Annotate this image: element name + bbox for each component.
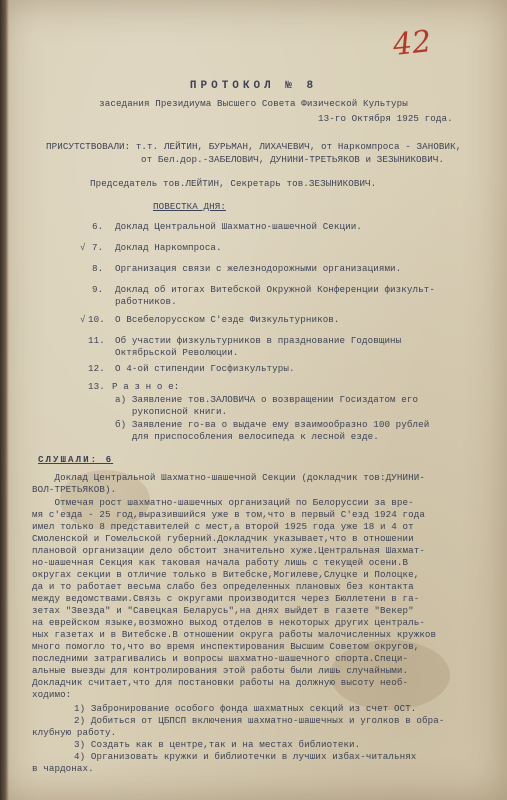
agenda-item-text: Доклад Центральной Шахматно-шашечной Секции.	[115, 221, 362, 232]
body-line: ВОЛ-ТРЕТЬЯКОВ).	[32, 484, 117, 495]
body-line: да и то работает весьма слабо без определенных плановых без контакта	[32, 581, 414, 592]
agenda-title: ПОВЕСТКА ДНЯ:	[153, 201, 226, 212]
agenda-item-text: Организация связи с железнодорожными организациями.	[115, 263, 402, 274]
body-line: зетах "Звезда" и "Савецкая Беларусь",на днях выйдет в газете "Векер"	[32, 605, 414, 616]
page-binding	[0, 0, 9, 800]
agenda-item-number: 6.	[92, 221, 104, 232]
misc-item: б) Заявление го-ва о выдаче ему взаимообразно 100 рублей	[115, 419, 430, 430]
attendees-line-1: ПРИСУТСТВОВАЛИ: т.т. ЛЕЙТИН, БУРЬМАН, ЛИХАЧЕВИЧ, от Наркомпроса - ЗАНОВИК,	[46, 141, 462, 152]
body-line: ходимо:	[32, 689, 72, 700]
needs-item: 2) Добиться от ЦБПСП включения шахматно-шашечных и уголков в обра-	[74, 715, 445, 726]
body-line: мя с'езда - 25 год,выразившийся уже в том,что в первый С'езд 1924 года	[32, 509, 425, 520]
body-line: Доклад Центральной Шахматно-шашечной Секции (докладчик тов:ДУНИНИ-	[32, 472, 425, 483]
check-mark: √	[80, 314, 86, 325]
needs-item: в чардонах.	[32, 763, 94, 774]
body-line: Отмечая рост шахматно-шашечных организаций по Белоруссии за вре-	[32, 497, 414, 508]
misc-item: рукописной книги.	[115, 406, 228, 417]
body-line: между ведомствами.Связь с округами производится через Бюллетени в га-	[32, 593, 420, 604]
needs-item: 3) Создать как в центре,так и на местах библиотеки.	[74, 739, 361, 750]
body-line: плановой организации дело обстоит значительно хуже.Центральная Шахмат-	[32, 545, 425, 556]
body-line: имел только 8 представителей с мест,а второй 1925 года уже 18 и 4 от	[32, 521, 414, 532]
needs-item: клубную работу.	[32, 727, 117, 738]
agenda-item-text: работников.	[115, 296, 177, 307]
document-title: ПРОТОКОЛ № 8	[189, 80, 318, 92]
needs-item: 4) Организовать кружки и библиотечки в лучших избах-читальнях	[74, 751, 417, 762]
agenda-item-number: 9.	[92, 284, 104, 295]
folio-number: 42	[391, 24, 433, 63]
agenda-item-number: 10.	[88, 314, 105, 325]
agenda-item-text: Октябрьской Революции.	[115, 347, 239, 358]
misc-number: 13.	[88, 381, 105, 392]
agenda-item-text: Доклад Наркомпроса.	[115, 242, 222, 253]
chair-secretary: Председатель тов.ЛЕЙТИН, Секретарь тов.ЗЕЗЫНИКОВИЧ.	[90, 178, 377, 189]
body-line: округах секции в отличие только в Витебске,Могилеве,Слуцке и Полоцке,	[32, 569, 420, 580]
body-line: Докладчик считает,что для постановки работы на должную высоту необ-	[32, 677, 409, 688]
agenda-item-number: 7.	[92, 242, 104, 253]
check-mark: √	[80, 242, 86, 253]
body-line: последними затрагивались и вопросы шахматно-шашечного спорта.Специ-	[32, 653, 409, 664]
agenda-item-text: О 4-ой стипендии Госфизкультуры.	[115, 363, 295, 374]
body-line: много помогло то,что во время инспектирования Высшим Советом округов,	[32, 641, 420, 652]
misc-item: а) Заявление тов.ЗАЛОВИЧА о возвращении Госиздатом его	[115, 394, 419, 405]
body-line: но-шашечная Секция как таковая начала работу лишь с текущей осени.В	[32, 557, 409, 568]
needs-item: 1) Забронирование особого фонда шахматных секций из счет ОСТ.	[74, 703, 417, 714]
body-line: Смоленской и Гомельской губерний.Докладчик указывает,что в отношении	[32, 533, 414, 544]
agenda-item-text: Об участии физкультурников в празднование Годовщины	[115, 335, 402, 346]
header-date: 13-го Октября 1925 года.	[318, 113, 453, 124]
body-line: ных газетах и в Витебске.В отношении округа работы малочисленных кружков	[32, 629, 437, 640]
misc-title: Р а з н о е:	[112, 381, 180, 392]
body-line: на еврейском языке,возможно выход отделов в некоторых других централь-	[32, 617, 425, 628]
header-line-1: заседания Президиума Высшего Совета Физической Культуры	[99, 98, 408, 109]
misc-item: для приспособления велосипеда к лесной езде.	[115, 431, 379, 442]
agenda-item-text: О Всебелорусском С'езде Физкультурников.	[115, 314, 340, 325]
body-line: альные выезды для контролирования этой работы были лишь случайными.	[32, 665, 409, 676]
agenda-item-number: 11.	[88, 335, 105, 346]
agenda-item-text: Доклад об итогах Витебской Окружной Конференции физкульт-	[115, 284, 435, 295]
attendees-line-2: от Бел.дор.-ЗАБЕЛОВИЧ, ДУНИНИ-ТРЕТЬЯКОВ и ЗЕЗЫНИКОВИЧ.	[141, 154, 445, 165]
heard-title: СЛУШАЛИ: 6	[38, 454, 114, 465]
agenda-item-number: 12.	[88, 363, 105, 374]
agenda-item-number: 8.	[92, 263, 104, 274]
